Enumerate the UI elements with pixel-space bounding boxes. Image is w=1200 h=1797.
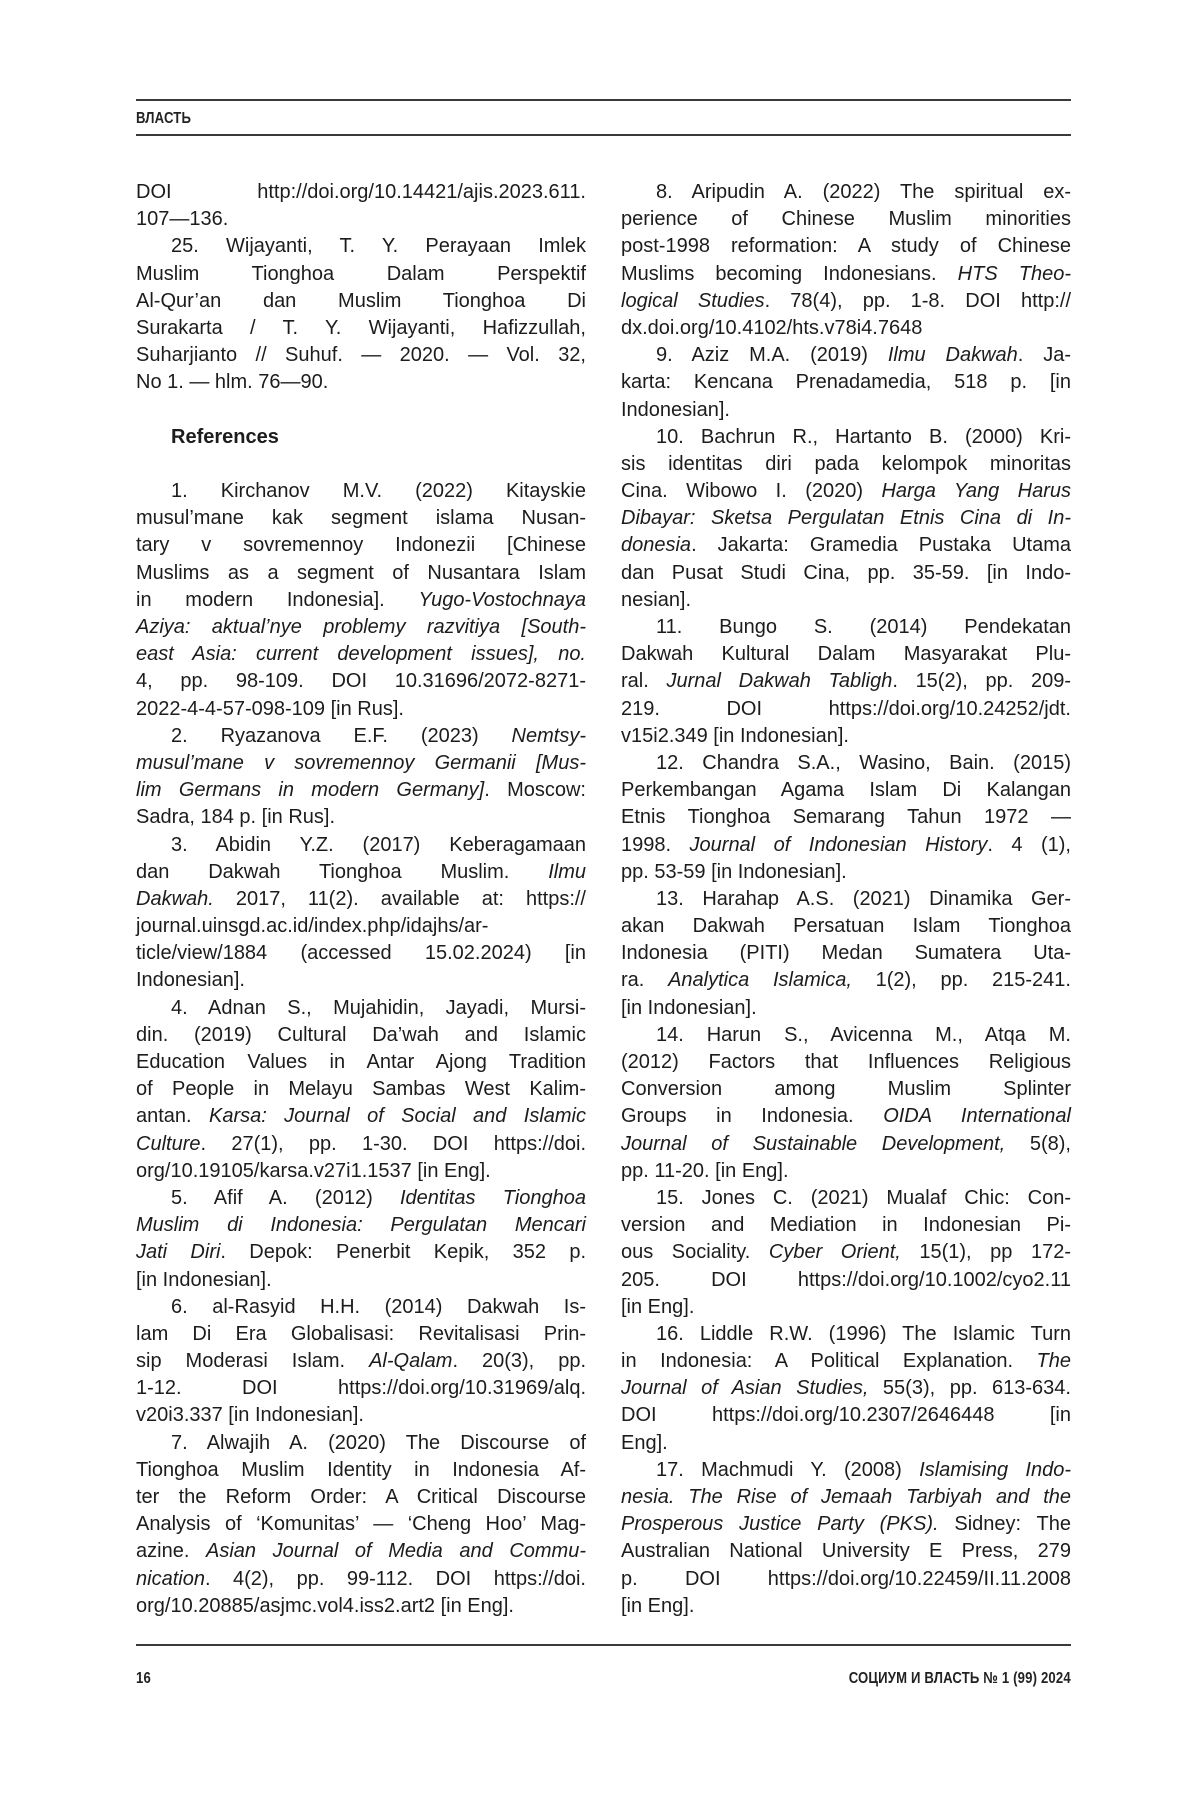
reference-item: [621, 750, 1071, 886]
italic-title: Prosperous Justice Party (PKS).: [621, 1513, 939, 1536]
text-segment: . 4(2), pp. 99-112. DOI https://doi.: [204, 1567, 586, 1590]
text-segment: DOI http://doi.org/10.14421/ajis.2023.611.: [136, 181, 586, 203]
text-segment: nesian].: [621, 588, 692, 611]
text-segment: version and Mediation in Indonesian Pi-: [621, 1214, 1071, 1237]
reference-line: [136, 1103, 586, 1130]
page-number: 16: [136, 1670, 151, 1687]
text-segment: . Moscow:: [484, 779, 586, 802]
text-segment: 15. Jones C. (2021) Mualaf Chic: Con-: [656, 1186, 1071, 1209]
reference-line: [621, 342, 1071, 369]
reference-line: [621, 723, 1071, 750]
text-segment: Groups in Indonesia.: [621, 1105, 884, 1128]
reference-line: [621, 233, 1071, 260]
reference-line: [136, 1076, 586, 1103]
reference-line: [621, 1103, 1071, 1130]
reference-line: [621, 560, 1071, 587]
text-segment: Education Values in Antar Ajong Tradition: [136, 1051, 586, 1073]
text-segment: Dakwah Kultural Dalam Masyarakat Plu-: [621, 643, 1071, 666]
text-segment: Indonesia (PITI) Medan Sumatera Uta-: [621, 942, 1071, 965]
reference-line: [621, 1593, 1071, 1620]
reference-line: [136, 1402, 586, 1429]
italic-title: Culture: [136, 1132, 201, 1155]
reference-line: [621, 424, 1071, 451]
italic-title: lim Germans in modern Germany]: [136, 779, 485, 802]
reference-line: [621, 1511, 1071, 1538]
reference-line: [136, 886, 586, 913]
reference-line: [621, 1185, 1071, 1212]
italic-title: Al-Qalam: [369, 1350, 453, 1373]
references-heading: References: [171, 425, 279, 448]
reference-line: [136, 505, 586, 532]
text-segment: 14. Harun S., Avicenna M., Atqa M.: [656, 1023, 1071, 1046]
text-segment: Tionghoa Muslim Identity in Indonesia Af-: [136, 1458, 586, 1481]
reference-line: [621, 1131, 1071, 1158]
reference-line: [621, 995, 1071, 1022]
italic-title: musul’mane v sovremennoy Germanii [Mus-: [136, 751, 586, 774]
italic-title: Dakwah.: [136, 887, 214, 910]
text-segment: [in Indonesian].: [136, 1268, 272, 1291]
italic-title: Cyber Orient,: [768, 1241, 901, 1264]
reference-line: [136, 1158, 586, 1185]
text-segment: . 4 (1),: [987, 833, 1071, 856]
running-header-section: ВЛАСТЬ: [136, 110, 192, 127]
text-segment: post-1998 reformation: A study of Chinese: [621, 235, 1071, 258]
reference-line: [136, 614, 586, 641]
reference-line: [136, 532, 586, 559]
text-segment: perience of Chinese Muslim minorities: [621, 208, 1071, 231]
text-segment: org/10.20885/asjmc.vol4.iss2.art2 [in Eng].: [136, 1594, 514, 1617]
reference-line: [136, 288, 586, 315]
text-segment: p. DOI https://doi.org/10.22459/II.11.2008: [621, 1567, 1071, 1590]
text-segment: 16. Liddle R.W. (1996) The Islamic Turn: [656, 1322, 1071, 1345]
text-segment: journal.uinsgd.ac.id/index.php/idajhs/ar-: [136, 915, 489, 938]
italic-title: Yugo-Vostochnaya: [418, 588, 586, 611]
italic-title: Harga Yang Harus: [881, 480, 1071, 503]
text-segment: v20i3.337 [in Indonesian].: [136, 1404, 364, 1427]
reference-item: [621, 1022, 1071, 1185]
reference-line: [136, 1484, 586, 1511]
reference-line: [136, 1457, 586, 1484]
reference-line: [621, 1076, 1071, 1103]
reference-line: [621, 206, 1071, 233]
reference-line: [136, 1267, 586, 1294]
spacer: [136, 451, 586, 478]
text-segment: [in Eng].: [621, 1295, 695, 1318]
reference-line: [136, 940, 586, 967]
text-segment: 9. Aziz M.A. (2019): [656, 344, 888, 367]
reference-line: [621, 832, 1071, 859]
reference-line: [621, 940, 1071, 967]
text-segment: Muslims becoming Indonesians.: [621, 262, 958, 285]
text-segment: 3. Abidin Y.Z. (2017) Keberagamaan: [171, 833, 586, 856]
right-column: [621, 179, 1071, 1620]
text-segment: Conversion among Muslim Splinter: [621, 1078, 1071, 1101]
reference-line: [621, 1566, 1071, 1593]
reference-line: [621, 1402, 1071, 1429]
reference-line: [136, 315, 586, 342]
text-segment: dan Dakwah Tionghoa Muslim.: [136, 860, 549, 883]
reference-line: [621, 505, 1071, 532]
reference-item: [136, 995, 586, 1185]
text-segment: . 15(2), pp. 209-: [892, 670, 1072, 693]
reference-line: [621, 1484, 1071, 1511]
italic-title: Identitas Tionghoa: [399, 1186, 586, 1209]
reference-line: [136, 478, 586, 505]
reference-item: [621, 1457, 1071, 1620]
text-segment: lam Di Era Globalisasi: Revitalisasi Prin-: [136, 1322, 586, 1345]
reference-line: [621, 1294, 1071, 1321]
text-segment: pp. 53-59 [in Indonesian].: [621, 860, 847, 883]
italic-title: Jati Diri: [136, 1241, 221, 1264]
reference-25: [136, 233, 586, 396]
reference-line: [136, 668, 586, 695]
reference-item: [621, 179, 1071, 342]
reference-line: [136, 832, 586, 859]
italic-title: Analytica Islamica,: [668, 969, 852, 992]
text-segment: Australian National University E Press, 279: [621, 1540, 1071, 1563]
reference-line: [136, 1321, 586, 1348]
reference-line: [136, 587, 586, 614]
reference-line: [136, 1212, 586, 1239]
reference-item: [136, 1294, 586, 1430]
text-segment: Sidney: The: [938, 1513, 1071, 1536]
reference-item: [621, 886, 1071, 1022]
text-segment: 25. Wijayanti, T. Y. Perayaan Imlek: [171, 235, 586, 258]
italic-title: nication: [136, 1567, 205, 1590]
reference-line: [136, 1511, 586, 1538]
reference-item: [136, 723, 586, 832]
text-segment: of People in Melayu Sambas West Kalim-: [136, 1078, 586, 1101]
text-segment: 5. Afif A. (2012): [171, 1186, 400, 1209]
reference-line: [621, 1538, 1071, 1565]
text-segment: dx.doi.org/10.4102/hts.v78i4.7648: [621, 316, 923, 339]
text-segment: Muslim Tionghoa Dalam Perspektif: [136, 262, 586, 285]
text-segment: pp. 11-20. [in Eng].: [621, 1159, 789, 1182]
reference-line: [136, 804, 586, 831]
text-segment: 12. Chandra S.A., Wasino, Bain. (2015): [656, 751, 1071, 774]
text-segment: musul’mane kak segment islama Nusan-: [136, 507, 586, 530]
text-segment: Indonesian].: [621, 398, 730, 421]
text-segment: ter the Reform Order: A Critical Discourse: [136, 1486, 586, 1508]
text-segment: Eng].: [621, 1431, 668, 1454]
reference-line: [621, 1022, 1071, 1049]
italic-title: Islamising Indo-: [919, 1458, 1071, 1481]
reference-line: [136, 1185, 586, 1212]
reference-item: [621, 424, 1071, 614]
text-segment: 11. Bungo S. (2014) Pendekatan: [656, 616, 1071, 638]
reference-item: [136, 478, 586, 723]
reference-line: [621, 315, 1071, 342]
reference-line: [621, 1239, 1071, 1266]
text-segment: 107—136.: [136, 208, 229, 231]
reference-line: [136, 342, 586, 369]
text-segment: . Depok: Penerbit Kepik, 352 p.: [220, 1241, 586, 1264]
reference-line: [136, 1294, 586, 1321]
references-list-left: [136, 478, 586, 1620]
references-list-right: [621, 179, 1071, 1620]
italic-title: Karsa: Journal of Social and Islamic: [208, 1105, 586, 1128]
italic-title: Muslim di Indonesia: Pergulatan Mencari: [136, 1214, 586, 1237]
reference-line: [136, 967, 586, 994]
reference-item: [136, 1185, 586, 1294]
text-segment: antan.: [136, 1105, 209, 1128]
reference-line: [136, 750, 586, 777]
italic-title: Dibayar: Sketsa Pergulatan Etnis Cina di In-: [621, 507, 1071, 530]
text-segment: Suharjianto // Suhuf. — 2020. — Vol. 32,: [136, 344, 586, 367]
text-segment: Surakarta / T. Y. Wijayanti, Hafizzullah,: [136, 316, 586, 339]
text-segment: . 20(3), pp.: [452, 1350, 587, 1373]
italic-title: Journal of Indonesian History: [689, 833, 988, 856]
reference-line: [136, 206, 586, 233]
italic-title: nesia. The Rise of Jemaah Tarbiyah and the: [621, 1486, 1071, 1508]
text-segment: in Indonesia: A Political Explanation.: [621, 1350, 1037, 1373]
reference-item: [621, 1321, 1071, 1457]
reference-line: [621, 967, 1071, 994]
reference-line: [136, 179, 586, 206]
italic-title: Jurnal Dakwah Tabligh: [666, 670, 893, 693]
reference-line: [136, 1049, 586, 1076]
text-segment: Etnis Tionghoa Semarang Tahun 1972 —: [621, 806, 1071, 829]
text-segment: Cina. Wibowo I. (2020): [621, 480, 882, 503]
text-segment: 205. DOI https://doi.org/10.1002/cyo2.11: [621, 1268, 1071, 1291]
header-rule-top: [136, 99, 1071, 101]
header-rule-bottom: [136, 134, 1071, 136]
italic-title: Nemtsy-: [511, 724, 586, 747]
reference-line: [621, 1375, 1071, 1402]
text-segment: dan Pusat Studi Cina, pp. 35-59. [in Indo-: [621, 561, 1071, 584]
italic-title: east Asia: current development issues], no.: [136, 643, 586, 666]
text-segment: din. (2019) Cultural Da’wah and Islamic: [136, 1023, 586, 1046]
text-segment: . Jakarta: Gramedia Pustaka Utama: [691, 534, 1071, 557]
text-segment: (2012) Factors that Influences Religious: [621, 1051, 1071, 1073]
reference-line: [621, 451, 1071, 478]
reference-line: [136, 995, 586, 1022]
italic-title: HTS Theo-: [957, 262, 1071, 285]
reference-line: [136, 641, 586, 668]
reference-line: [621, 777, 1071, 804]
reference-line: [136, 1239, 586, 1266]
reference-line: [136, 913, 586, 940]
italic-title: Journal of Asian Studies,: [621, 1377, 869, 1400]
text-segment: 1. Kirchanov M.V. (2022) Kitayskie: [171, 480, 586, 503]
reference-line: [621, 288, 1071, 315]
reference-line: [621, 532, 1071, 559]
reference-line: [136, 1022, 586, 1049]
text-segment: 2017, 11(2). available at: https://: [213, 887, 586, 910]
reference-item: [621, 614, 1071, 750]
reference-line: [136, 859, 586, 886]
reference-line: [136, 560, 586, 587]
text-segment: ous Sociality.: [621, 1241, 769, 1264]
footer-rule: [136, 1644, 1071, 1646]
reference-line: [621, 1321, 1071, 1348]
reference-line: [621, 696, 1071, 723]
reference-line: [136, 1131, 586, 1158]
reference-line: [621, 1212, 1071, 1239]
italic-title: The: [1036, 1350, 1071, 1373]
text-segment: ra.: [621, 969, 669, 992]
text-segment: azine.: [136, 1540, 207, 1563]
reference-line: [136, 1593, 586, 1620]
reference-item: [621, 342, 1071, 424]
spacer: [136, 397, 586, 424]
reference-line: [621, 614, 1071, 641]
reference-continuation: [136, 179, 586, 233]
text-segment: Analysis of ‘Komunitas’ — ‘Cheng Hoo’ Mag-: [136, 1513, 586, 1536]
text-segment: 55(3), pp. 613-634.: [868, 1377, 1071, 1400]
text-segment: ticle/view/1884 (accessed 15.02.2024) [in: [136, 942, 586, 965]
text-segment: Indonesian].: [136, 969, 245, 992]
text-segment: v15i2.349 [in Indonesian].: [621, 724, 849, 747]
reference-line: [136, 1348, 586, 1375]
reference-line: [621, 668, 1071, 695]
text-segment: karta: Kencana Prenadamedia, 518 p. [in: [621, 371, 1071, 394]
text-segment: Sadra, 184 p. [in Rus].: [136, 806, 336, 829]
text-segment: 17. Machmudi Y. (2008): [656, 1458, 920, 1481]
italic-title: Asian Journal of Media and Commu-: [206, 1540, 586, 1563]
reference-line: [136, 233, 586, 260]
text-segment: 5(8),: [1005, 1132, 1071, 1155]
reference-line: [621, 1049, 1071, 1076]
text-segment: Al-Qur’an dan Muslim Tionghoa Di: [136, 289, 586, 312]
text-segment: Muslims as a segment of Nusantara Islam: [136, 561, 586, 584]
reference-line: [621, 1158, 1071, 1185]
reference-line: [621, 179, 1071, 206]
italic-title: Journal of Sustainable Development,: [621, 1132, 1006, 1155]
reference-line: [136, 369, 586, 396]
reference-line: [136, 777, 586, 804]
text-segment: . 78(4), pp. 1-8. DOI http://: [764, 289, 1072, 312]
reference-line: [621, 397, 1071, 424]
reference-line: [136, 261, 586, 288]
text-segment: DOI https://doi.org/10.2307/2646448 [in: [621, 1404, 1071, 1427]
reference-item: [136, 1430, 586, 1620]
text-segment: 1998.: [621, 833, 690, 856]
text-segment: . 27(1), pp. 1-30. DOI https://doi.: [200, 1132, 586, 1155]
journal-issue: СОЦИУМ И ВЛАСТЬ № 1 (99) 2024: [848, 1670, 1071, 1687]
reference-item: [136, 832, 586, 995]
italic-title: logical Studies: [621, 289, 765, 312]
reference-line: [621, 641, 1071, 668]
text-segment: Perkembangan Agama Islam Di Kalangan: [621, 779, 1071, 802]
text-segment: . Ja-: [1017, 344, 1071, 367]
reference-item: [621, 1185, 1071, 1321]
text-segment: 10. Bachrun R., Hartanto B. (2000) Kri-: [656, 425, 1071, 448]
reference-line: [621, 913, 1071, 940]
text-segment: in modern Indonesia].: [136, 588, 419, 611]
reference-line: [136, 1566, 586, 1593]
italic-title: OIDA International: [883, 1105, 1071, 1128]
reference-line: [621, 261, 1071, 288]
reference-line: [136, 1375, 586, 1402]
reference-line: [136, 696, 586, 723]
reference-line: [621, 478, 1071, 505]
text-segment: org/10.19105/karsa.v27i1.1537 [in Eng].: [136, 1159, 491, 1182]
text-segment: 4, pp. 98-109. DOI 10.31696/2072-8271-: [136, 670, 586, 693]
text-segment: 6. al-Rasyid H.H. (2014) Dakwah Is-: [171, 1295, 586, 1318]
reference-line: [621, 750, 1071, 777]
italic-title: donesia: [621, 534, 692, 557]
text-segment: sis identitas diri pada kelompok minoritas: [621, 452, 1071, 475]
text-segment: 2. Ryazanova E.F. (2023): [171, 724, 512, 747]
reference-line: [621, 1267, 1071, 1294]
left-column: [136, 179, 586, 1620]
reference-line: [621, 369, 1071, 396]
text-segment: 7. Alwajih A. (2020) The Discourse of: [171, 1431, 586, 1454]
text-segment: 8. Aripudin A. (2022) The spiritual ex-: [656, 181, 1071, 203]
text-segment: 219. DOI https://doi.org/10.24252/jdt.: [621, 697, 1071, 720]
text-segment: 1-12. DOI https://doi.org/10.31969/alq.: [136, 1377, 586, 1400]
text-segment: akan Dakwah Persatuan Islam Tionghoa: [621, 915, 1071, 938]
text-segment: ral.: [621, 670, 667, 693]
text-segment: 4. Adnan S., Mujahidin, Jayadi, Mursi-: [171, 996, 586, 1019]
text-segment: 13. Harahap A.S. (2021) Dinamika Ger-: [656, 887, 1071, 910]
reference-line: [621, 859, 1071, 886]
reference-line: [136, 1430, 586, 1457]
italic-title: Ilmu Dakwah: [887, 344, 1018, 367]
reference-line: [136, 1538, 586, 1565]
text-segment: 1(2), pp. 215-241.: [851, 969, 1071, 992]
text-segment: tary v sovremennoy Indonezii [Chinese: [136, 534, 586, 557]
reference-line: [621, 1430, 1071, 1457]
reference-line: [621, 1348, 1071, 1375]
reference-line: [136, 723, 586, 750]
text-segment: No 1. — hlm. 76—90.: [136, 371, 329, 394]
text-segment: [in Eng].: [621, 1594, 695, 1617]
italic-title: Ilmu: [548, 860, 586, 883]
reference-line: [621, 886, 1071, 913]
text-segment: sip Moderasi Islam.: [136, 1350, 370, 1373]
text-segment: 15(1), pp 172-: [900, 1241, 1071, 1264]
italic-title: Aziya: aktual’nye problemy razvitiya [South-: [136, 616, 586, 638]
reference-line: [621, 804, 1071, 831]
reference-line: [621, 1457, 1071, 1484]
reference-line: [621, 587, 1071, 614]
text-segment: 2022-4-4-57-098-109 [in Rus].: [136, 697, 404, 720]
text-segment: [in Indonesian].: [621, 996, 757, 1019]
